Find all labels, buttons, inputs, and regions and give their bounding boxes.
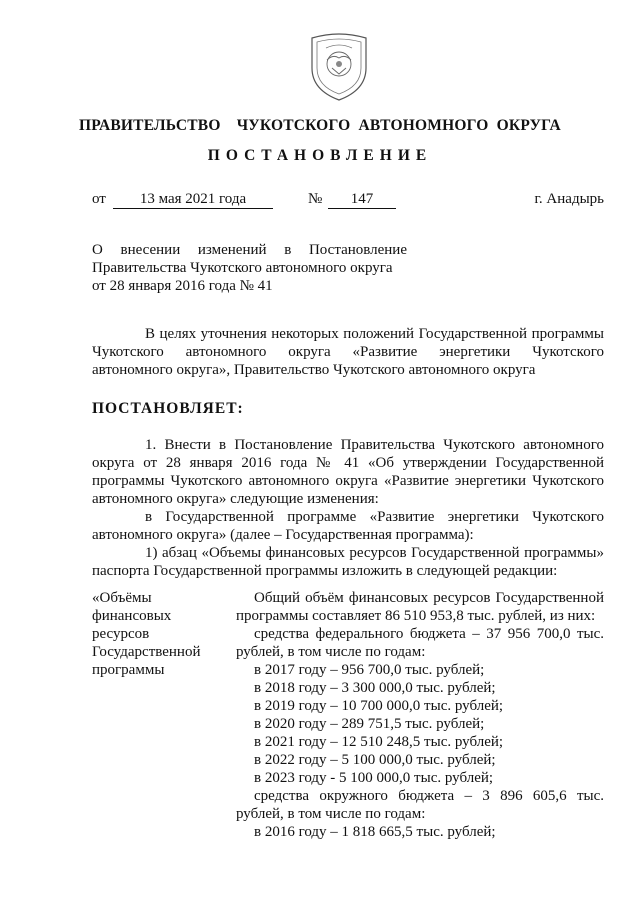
- body-line: округа от 28 января 2016 года № 41 «Об утверждении Государственной: [92, 455, 604, 471]
- table-label-cell: [92, 589, 227, 679]
- content-line: в 2018 году – 3 300 000,0 тыс. рублей;: [254, 680, 496, 696]
- preamble-line: Чукотского автономного округа «Развитие энергетики Чукотского: [92, 344, 604, 360]
- document-subject: [92, 241, 407, 295]
- date-field: [113, 191, 273, 209]
- body-line: паспорта Государственной программы изложить в следующей редакции:: [92, 563, 558, 579]
- preamble: [92, 325, 604, 379]
- label-line: программы: [92, 662, 165, 678]
- body-line: в Государственной программе «Развитие энергетики Чукотского: [145, 509, 604, 525]
- content-line: в 2017 году – 956 700,0 тыс. рублей;: [254, 662, 485, 678]
- subject-line: О внесении изменений в Постановление: [92, 242, 407, 258]
- content-line: рублей, в том числе по годам:: [236, 806, 426, 822]
- subject-line: от 28 января 2016 года № 41: [92, 278, 273, 294]
- label-line: «Объёмы: [92, 590, 152, 606]
- preamble-line: В целях уточнения некоторых положений Государственной программы: [145, 326, 604, 342]
- label-line: Государственной: [92, 644, 201, 660]
- city: г. Анадырь: [534, 191, 604, 207]
- preamble-line: автономного округа», Правительство Чукотского автономного округа: [92, 362, 536, 378]
- content-line: в 2019 году – 10 700 000,0 тыс. рублей;: [254, 698, 504, 714]
- label-line: финансовых: [92, 608, 172, 624]
- document-type-title: ПОСТАНОВЛЕНИЕ: [207, 147, 433, 164]
- coat-of-arms-emblem: [304, 24, 374, 104]
- body-line: автономного округа» (далее – Государственная программа):: [92, 527, 474, 543]
- label-line: ресурсов: [92, 626, 150, 642]
- table-content-cell: [236, 589, 604, 841]
- document-date: 13 мая 2021 года: [113, 191, 273, 209]
- body-line: автономного округа» следующие изменения:: [92, 491, 379, 507]
- content-line: средства федерального бюджета – 37 956 700,0 тыс.: [254, 626, 604, 642]
- content-line: программы составляет 86 510 953,8 тыс. рублей, из них:: [236, 608, 596, 624]
- content-line: рублей, в том числе по годам:: [236, 644, 426, 660]
- content-line: в 2023 году - 5 100 000,0 тыс. рублей;: [254, 770, 494, 786]
- content-line: Общий объём финансовых ресурсов Государственной: [254, 590, 604, 606]
- content-line: средства окружного бюджета – 3 896 605,6 тыс.: [254, 788, 604, 804]
- resolution-body: [92, 436, 604, 580]
- content-line: в 2022 году – 5 100 000,0 тыс. рублей;: [254, 752, 496, 768]
- document-number: 147: [328, 191, 396, 209]
- subject-line: Правительства Чукотского автономного округа: [92, 260, 393, 276]
- date-label: от: [92, 191, 106, 207]
- body-line: программы Чукотского автономного округа «Развитие энергетики Чукотского: [92, 473, 604, 489]
- number-field: [328, 191, 396, 209]
- content-line: в 2021 году – 12 510 248,5 тыс. рублей;: [254, 734, 504, 750]
- resolves-heading: ПОСТАНОВЛЯЕТ:: [92, 400, 244, 417]
- body-line: 1) абзац «Объемы финансовых ресурсов Государственной программы»: [145, 545, 604, 561]
- content-line: в 2020 году – 289 751,5 тыс. рублей;: [254, 716, 485, 732]
- number-label: №: [308, 191, 323, 207]
- content-line: в 2016 году – 1 818 665,5 тыс. рублей;: [254, 824, 496, 840]
- body-line: 1. Внести в Постановление Правительства Чукотского автономного: [145, 437, 604, 453]
- government-title: ПРАВИТЕЛЬСТВО ЧУКОТСКОГО АВТОНОМНОГО ОКРУГА: [79, 117, 561, 134]
